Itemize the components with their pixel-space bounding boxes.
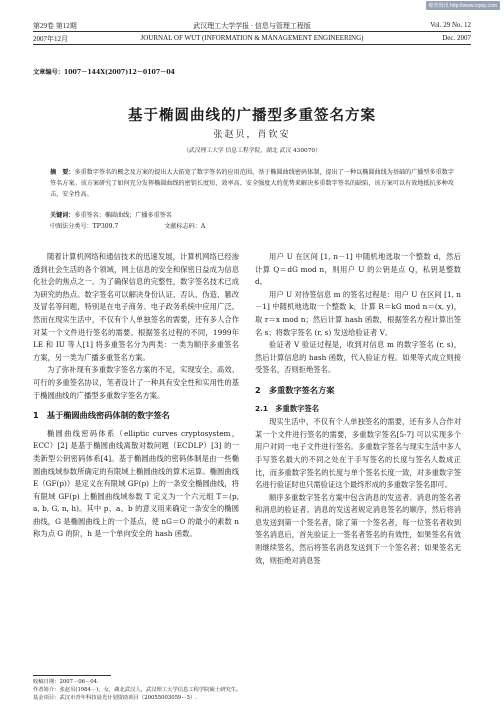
left-column xyxy=(33,251,239,541)
intro-paragraph-2: 为了弥补现有多重数字签名方案的不足，实现安全、高效、可行的多重签名协议，笔者设计了一种具有安全性和实用性的基于椭圆曲线的广播型多重数字签名方案。 xyxy=(33,365,239,400)
doc-code: 文献标志码：A xyxy=(164,223,206,230)
header-rule-top xyxy=(33,31,471,32)
footnote-received: 收稿日期：2007－06－04. xyxy=(33,679,99,685)
footnote-rule xyxy=(33,675,111,676)
paper-title: 基于椭圆曲线的广播型多重签名方案 xyxy=(128,108,376,124)
volume-info: Vol. 29 No. 12 xyxy=(430,21,471,29)
footnote-author: 作者简介：张赵贝(1984－)，女，湖北武汉人，武汉理工大学信息工程学院硕士研究生。 xyxy=(33,687,242,693)
multisig-paragraph-2: 顺序多重数字签名方案中包含消息的发送者、消息的签名者和消息的验证者。消息的发送者规定消息签名的顺序，然后将消息发送到第一个签名者，除了第一个签名者，每一位签名者收到签名消息后，首先验证上一签名者签名的有效性，如果签名有效则继续签名，然后将签名消息发送到下一个签名者；如果签名无效，则拒绝对消息签 xyxy=(255,492,461,565)
header-rule-bottom xyxy=(33,44,471,45)
paper-affiliation: （武汉理工大学 信息工程学院，湖北 武汉 430070） xyxy=(183,148,321,154)
right-column xyxy=(255,251,461,567)
section-2-heading: 2 多重数字签名方案 xyxy=(255,384,335,395)
journal-name-en: JOURNAL OF WUT (INFORMATION & MANAGEMENT ENGINEERING) xyxy=(140,34,364,42)
keywords-text: 多重签名；椭圆曲线；广播多重签名 xyxy=(74,212,172,219)
keygen-paragraph: 用户 U 在区间 [1, n－1] 中随机地选取一个整数 d，然后计算 Q＝dG mod n，则用户 U 的公钥是点 Q，私钥是整数 d。 xyxy=(255,252,461,287)
section-2-1-heading: 2.1 多重数字签名 xyxy=(255,403,320,413)
article-number: 文章编号：1007－144X(2007)12－0107－04 xyxy=(33,69,175,76)
intro-paragraph-1: 随着计算机网络和通信技术的迅速发展，计算机网络已经渗透到社会生活的各个领域，网上信息的安全和保密日益成为信息化社会的焦点之一。为了确保信息的完整性，数字签名技术已成为研究的热点。数字签名可以解决身份认证、否认、伪造、篡改及冒名等问题，特别是在电子商务、电子政务系统中应用广泛。然而在现实生活中，不仅有个人单独签名的需要，还有多人合作对某一个文件进行签名的需要。根据签名过程的不同，1999年 LE 和 IU 等人[1] 将多重签名分为两类：一类为顺序多重签名方案，另一类为广播多重签名方案。 xyxy=(33,252,239,362)
watermark: 维普资讯 http://www.cqvip.com xyxy=(426,1,500,10)
journal-name-cn: 武汉理工大学学报 · 信息与管理工程版 xyxy=(193,22,311,30)
keywords xyxy=(50,210,172,219)
abstract xyxy=(50,168,454,200)
issue-date-cn: 2007年12月 xyxy=(33,35,68,43)
classification xyxy=(50,221,251,230)
footnote-fund: 基金项目：武汉市青年科技晨光计划资助项目（20055003059－5）. xyxy=(33,695,197,701)
multisig-paragraph-1: 现实生活中，不仅有个人单独签名的需要，还有多人合作对某一个文件进行签名的需要，多重数字签名[5-7] 可以实现多个用户对同一电子文件进行签名。多重数字签名与现实生活中多人手写签名最大的不同之处在于手写签名的长度与签名人数成正比，而多重数字签名的长度与单个签名长度一致，对多重数字签名进行验证时也只需验证这个最终形成的多重数字签名即可。 xyxy=(255,417,461,490)
issue-date-en: Dec. 2007 xyxy=(442,34,471,42)
paper-authors: 张赵贝，肖钦安 xyxy=(213,130,291,140)
clc-number: 中图法分类号：TP309.7 xyxy=(50,223,119,230)
section-1-paragraph: 椭圆曲线密码体系（elliptic curves cryptosystem，ECC）[2] 是基于椭圆曲线离散对数问题（ECDLP）[3] 的一类新型公钥密码体系[4]。基于椭圆曲线的密码体制是由一些椭圆曲线域参数所确定的有限域上椭圆曲线的算术运算。椭圆曲线 E（GF(p)）是定义在有限域 GF(p) 上的一条安全椭圆曲线，将有限域 GF(p) 上椭圆曲线域参数 T 定义为一个六元组 T＝(p, a, b, G, n, h)。其中 p、a、b 的意义用来确定一条安全的椭圆曲线，G 是椭圆曲线上的一个基点，使 nG＝O 的最小的素数 n 称为点 G 的阶，h 是一个单向安全的 hash 函数。 xyxy=(33,428,239,539)
abstract-label: 摘 要： xyxy=(50,169,75,176)
keywords-label: 关键词： xyxy=(50,212,75,219)
signing-paragraph: 用户 U 对待签信息 m 的签名过程是：用户 U 在区间 [1, n－1] 中随机地选取一个整数 k，计算 R＝kG mod n＝(x, y)，取 r＝x mod n；然后计算 hash 函数，根据签名方程计算出签名 s；将数字签名 (r, s) 发送给验证者 V。 xyxy=(255,289,461,337)
abstract-text: 多重数字签名的概念及方案的提出大大拓宽了数字签名的应用范围。基于椭圆曲线密码体制，提出了一种以椭圆曲线为基础的广播型多重数字签名方案。该方案研究了如何充分发挥椭圆曲线的密钥长度短、效率高、安全强度大的优势来解决多重数字签名的缺陷，该方案可以有效地抵抗多种攻击，安全性高。 xyxy=(50,169,455,198)
issue-info: 第29卷 第12期 xyxy=(33,22,77,30)
section-1-heading: 1 基于椭圆曲线密码体制的数字签名 xyxy=(33,410,170,421)
verify-paragraph: 验证者 V 验证过程是，收到对信息 m 的数字签名 (r, s)，然后计算信息的 hash 函数，代入验证方程。如果等式成立则接受签名，否则拒绝签名。 xyxy=(255,340,461,375)
